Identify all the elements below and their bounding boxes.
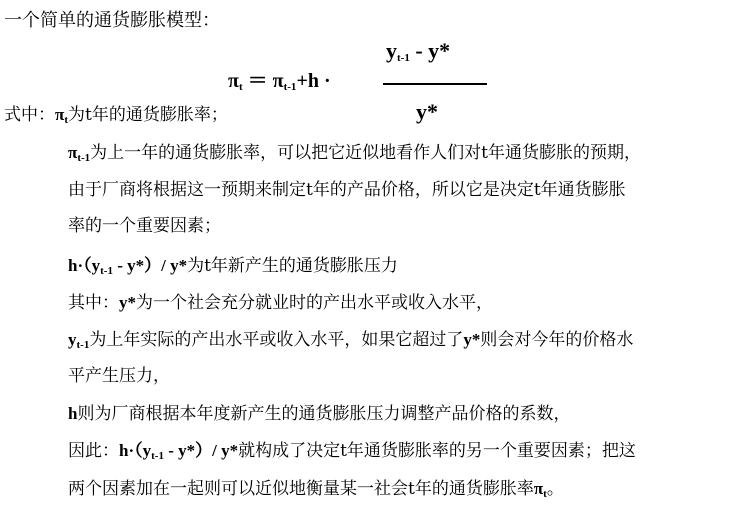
pi-symbol: π bbox=[55, 105, 65, 124]
subscript-t1: t-1 bbox=[283, 81, 297, 93]
dot-symbol: · bbox=[323, 70, 331, 92]
l11-end: 。 bbox=[546, 479, 564, 499]
pi-symbol: π bbox=[533, 479, 544, 498]
fraction-bar bbox=[383, 83, 487, 85]
subscript-t1: t-1 bbox=[77, 152, 91, 164]
l5-text: 为t年新产生的通货膨胀压力 bbox=[187, 256, 398, 276]
line-8: 平产生压力， bbox=[68, 366, 170, 386]
l7-text1: 为上年实际的产出水平或收入水平，如果它超过了 bbox=[89, 330, 464, 350]
h-symbol: h bbox=[307, 70, 319, 92]
page-title: 一个简单的通货膨胀模型： bbox=[4, 10, 220, 31]
subscript-t1: t-1 bbox=[151, 450, 164, 462]
l2-text: 为上一年的通货膨胀率，可以把它近似地看作人们对t年通货膨胀的预期， bbox=[90, 143, 641, 163]
l5-h: h·（y bbox=[68, 256, 101, 275]
line-6 bbox=[68, 292, 493, 314]
l1-prefix: 式中： bbox=[4, 105, 55, 125]
l7-y2: y* bbox=[463, 330, 481, 349]
line-3: 由于厂商将根据这一预期来制定t年的产品价格，所以它是决定t年通货膨胀 bbox=[68, 180, 626, 200]
l10-h: h·（y bbox=[119, 441, 152, 460]
line-2 bbox=[68, 142, 641, 169]
l9-h: h bbox=[68, 404, 78, 423]
fraction-numerator bbox=[386, 38, 450, 64]
fraction-denominator: y* bbox=[416, 99, 438, 124]
subscript-t: t bbox=[543, 488, 547, 500]
l10-text: 就构成了决定t年通货膨胀率的另一个重要因素；把这 bbox=[238, 441, 636, 461]
plus-sign: + bbox=[296, 70, 308, 92]
subscript-t: t bbox=[64, 114, 68, 126]
l7-text2: 则会对今年的价格水 bbox=[480, 330, 634, 350]
subscript-t: t bbox=[238, 81, 243, 93]
num-y: y bbox=[386, 38, 397, 63]
line-11 bbox=[68, 478, 564, 505]
l10-mid: - y*）/ y* bbox=[163, 441, 239, 460]
formula-lhs bbox=[228, 70, 331, 98]
pi-symbol: π bbox=[228, 70, 239, 92]
l9-text: 则为厂商根据本年度新产生的通货膨胀压力调整产品价格的系数， bbox=[77, 404, 571, 424]
line-7 bbox=[68, 329, 633, 356]
l10-prefix: 因此： bbox=[68, 441, 119, 461]
line-5 bbox=[68, 255, 398, 282]
line-10 bbox=[68, 440, 636, 467]
l6-prefix: 其中： bbox=[68, 293, 119, 313]
pi-symbol: π bbox=[272, 70, 284, 92]
equals-sign: ＝ bbox=[247, 70, 268, 92]
subscript-t1: t-1 bbox=[100, 265, 113, 277]
l6-y: y* bbox=[119, 293, 136, 312]
l5-mid: - y*）/ y* bbox=[112, 256, 188, 275]
l11-text: 两个因素加在一起则可以近似地衡量某一社会t年的通货膨胀率 bbox=[68, 479, 534, 499]
line-4: 率的一个重要因素； bbox=[68, 216, 221, 236]
line-9 bbox=[68, 403, 570, 425]
line-1 bbox=[4, 104, 228, 131]
subscript-t1: t-1 bbox=[76, 339, 90, 351]
num-subscript: t-1 bbox=[397, 52, 410, 64]
l1-text: 为t年的通货膨胀率； bbox=[68, 105, 228, 125]
num-rest: - y* bbox=[409, 38, 451, 63]
l7-y: y bbox=[68, 330, 77, 349]
l6-text: 为一个社会充分就业时的产出水平或收入水平， bbox=[136, 293, 493, 313]
pi-symbol: π bbox=[68, 143, 78, 162]
